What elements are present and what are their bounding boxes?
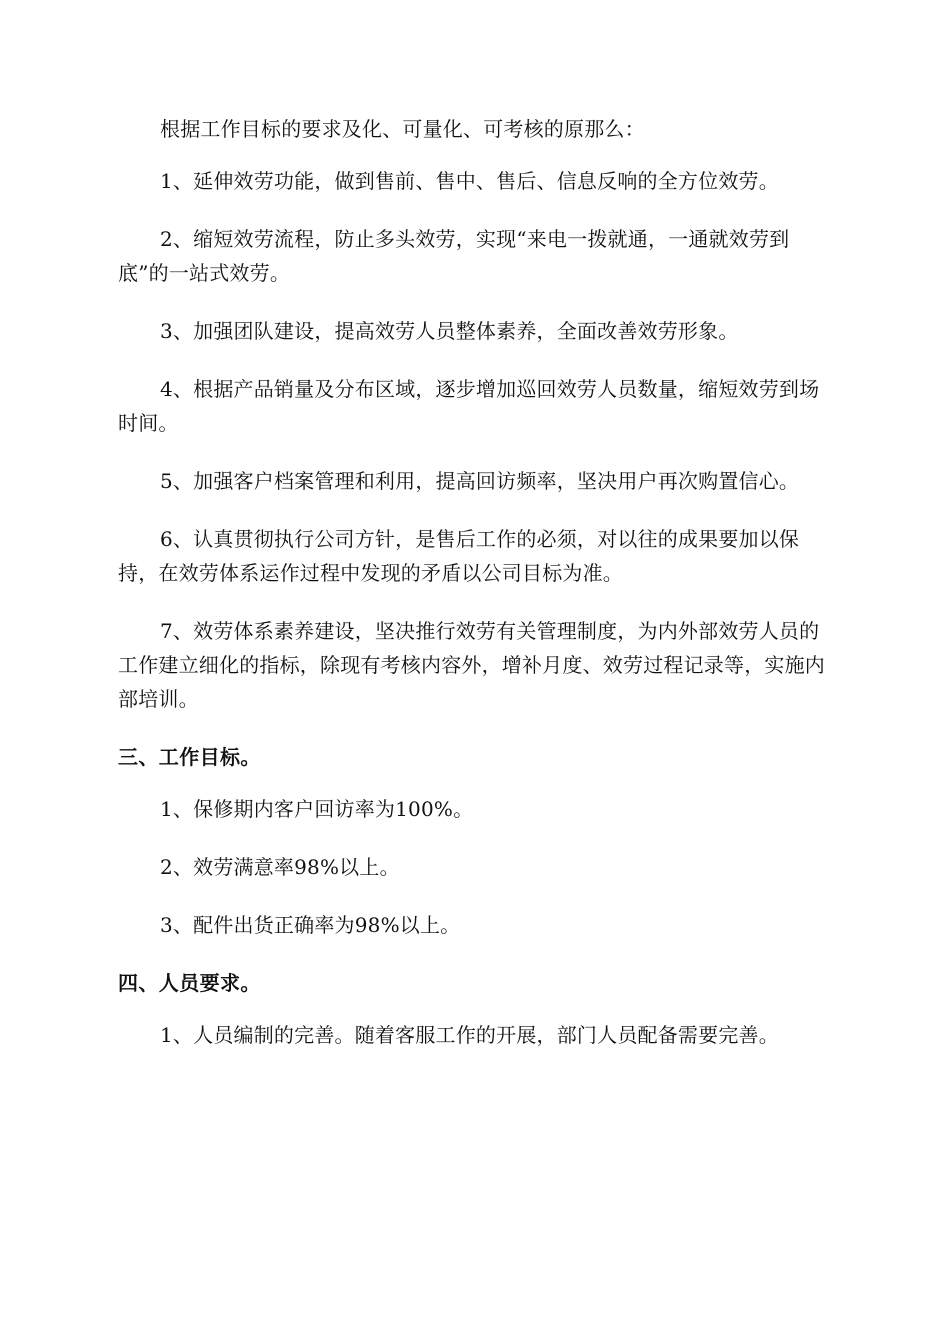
list-item: 4、根据产品销量及分布区域，逐步增加巡回效劳人员数量，缩短效劳到场时间。 (118, 377, 820, 435)
list-item: 2、效劳满意率98%以上。 (160, 855, 400, 879)
section-heading-work-goals: 三、工作目标。 (118, 745, 261, 769)
list-item: 3、配件出货正确率为98%以上。 (160, 913, 461, 937)
list-item: 7、效劳体系素养建设，坚决推行效劳有关管理制度，为内外部效劳人员的工作建立细化的指标，除现有考核内容外，增补月度、效劳过程记录等，实施内部培训。 (118, 619, 825, 711)
list-item: 5、加强客户档案管理和利用，提高回访频率，坚决用户再次购置信心。 (160, 469, 800, 493)
intro-paragraph: 根据工作目标的要求及化、可量化、可考核的原那么： (160, 117, 645, 141)
list-item: 2、缩短效劳流程，防止多头效劳，实现“来电一拨就通，一通就效劳到底”的一站式效劳。 (118, 227, 790, 285)
list-item: 1、保修期内客户回访率为100%。 (160, 797, 474, 821)
list-item: 6、认真贯彻执行公司方针，是售后工作的必须，对以往的成果要加以保持，在效劳体系运作过程中发现的矛盾以公司目标为准。 (118, 527, 800, 585)
list-item: 1、延伸效劳功能，做到售前、售中、售后、信息反响的全方位效劳。 (160, 169, 779, 193)
list-item: 3、加强团队建设，提高效劳人员整体素养，全面改善效劳形象。 (160, 319, 739, 343)
document-body (118, 112, 832, 1052)
section-heading-staff-requirements: 四、人员要求。 (118, 971, 261, 995)
list-item: 1、人员编制的完善。随着客服工作的开展，部门人员配备需要完善。 (160, 1023, 779, 1047)
